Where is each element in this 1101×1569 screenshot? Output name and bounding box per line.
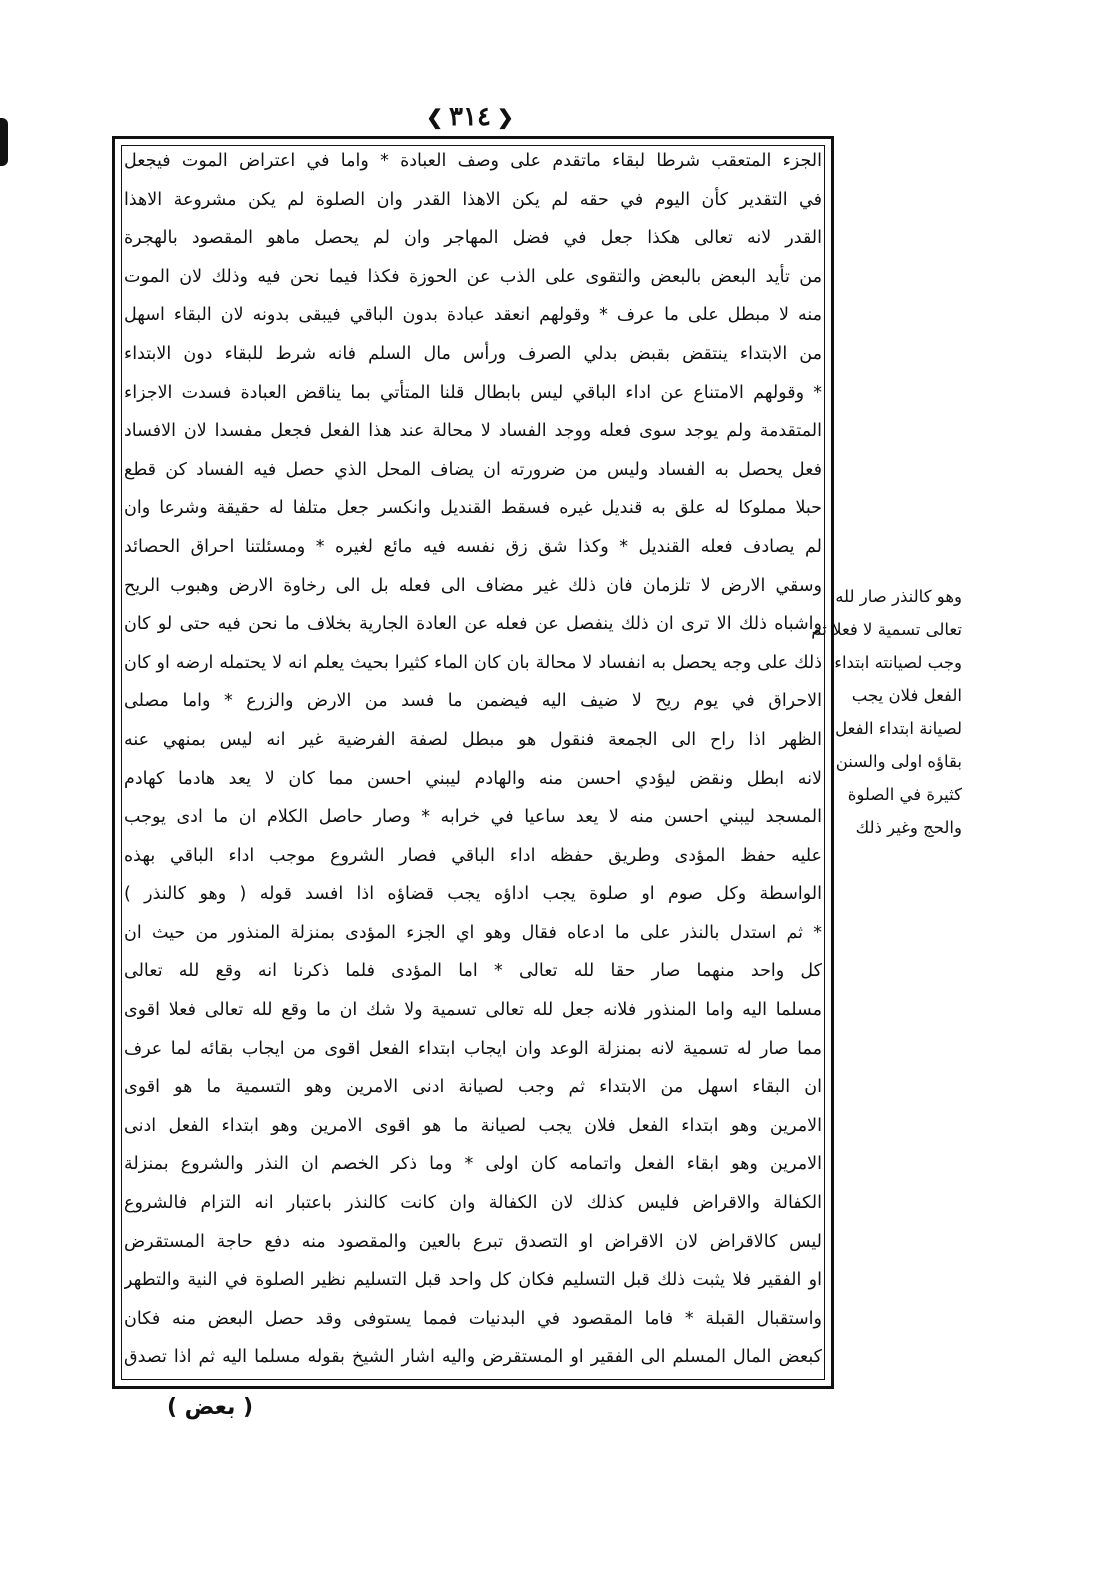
text-line: ليس كالاقراض لان الاقراض او التصدق تبرع بالعين والمقصود منه دفع حاجة المستقرض <box>124 1231 822 1252</box>
margin-note-line: والحج وغير ذلك <box>855 818 962 837</box>
margin-note-line: بقاؤه اولى والسنن <box>835 752 962 771</box>
text-line: الامرين وهو ابتداء الفعل فلان يجب لصيانة ما هو اقوى الامرين وهو ابتداء الفعل ادنى <box>124 1115 822 1136</box>
page-header <box>415 100 525 134</box>
catchword: ( بعض ) <box>166 1395 254 1420</box>
page-edge-mark <box>0 118 8 166</box>
text-line: القدر لانه تعالى هكذا جعل في فضل المهاجر وان لم يحصل ماهو المقصود بالهجرة <box>124 228 822 249</box>
text-line: ذلك على وجه يحصل به انفساد لا محالة بان كان الماء كثيرا بحيث يعلم انه لا يحتمله ارضه او كان <box>124 652 822 673</box>
text-line: حبلا مملوكا له علق به قنديل غيره فسقط القنديل وانكسر جعل متلفا له حقيقة وشرعا وان <box>124 498 822 519</box>
text-line: لانه ابطل ونقض ليؤدي احسن منه والهادم ليبني احسن مما كان لا يعد هادما كهادم <box>124 768 822 789</box>
text-line: الاحراق في يوم ريح لا ضيف اليه فيضمن ما فسد من الارض والزرع * واما مصلى <box>124 691 822 712</box>
margin-note-line: كثيرة في الصلوة <box>847 785 962 804</box>
text-line: المسجد ليبني احسن منه لا يعد ساعيا في خرابه * وصار حاصل الكلام ان ما ادى يوجب <box>124 807 822 828</box>
text-line: الكفالة والاقراض فليس كذلك لان الكفالة وان كانت كالنذر باعتبار انه التزام فالشروع <box>124 1193 822 1214</box>
text-line: واشباه ذلك الا ترى ان ذلك ينفصل عن فعله عن العادة الجارية بخلاف ما نحن فيه حتى لو كان <box>124 614 822 635</box>
text-line: لم يصادف فعله القنديل * وكذا شق زق نفسه فيه مائع لغيره * ومسئلتنا احراق الحصائد <box>124 536 822 557</box>
text-line: واستقبال القبلة * فاما المقصود في البدنيات فمما يستوفى وقد حصل البعض منه فكان <box>124 1308 822 1329</box>
text-line: من الابتداء ينتقض بقبض بدلي الصرف ورأس مال السلم فانه شرط للبقاء دون الابتداء <box>124 343 822 364</box>
main-text-block <box>124 142 822 1380</box>
text-line: عليه حفظ المؤدى وطريق حفظه اداء الباقي فصار الشروع موجب اداء الباقي بهذه <box>124 845 822 866</box>
header-ornament-left-icon: ❮ <box>426 105 444 129</box>
margin-note-line: لصيانة ابتداء الفعل <box>835 719 962 738</box>
header-ornament-right-icon: ❯ <box>496 105 514 129</box>
margin-note-line: وجب لصيانته ابتداء <box>834 653 962 672</box>
margin-note <box>812 580 962 900</box>
margin-note-line: الفعل فلان يجب <box>851 686 962 705</box>
text-line: مما صار له تسمية لانه بمنزلة الوعد وان ايجاب ابتداء الفعل اقوى من ايجاب بقائه لما عرف <box>124 1038 822 1059</box>
text-line: فعل يحصل به الفساد وليس من ضرورته ان يضاف المحل الذي حصل فيه الفساد كن قطع <box>124 459 822 480</box>
text-line: * وقولهم الامتناع عن اداء الباقي ليس بابطال قلنا المتأتي بما يناقض العبادة فسدت الاجزاء <box>124 382 822 403</box>
text-line: كبعض المال المسلم الى الفقير او المستقرض واليه اشار الشيخ بقوله مسلما اليه ثم اذا تصدق <box>124 1347 822 1368</box>
text-line: وسقي الارض لا تلزمان فان ذلك غير مضاف الى فعله بل الى رخاوة الارض وهبوب الريح <box>124 575 822 596</box>
margin-note-line: وهو كالنذر صار لله <box>835 587 962 606</box>
text-line: منه لا مبطل على ما عرف * وقولهم انعقد عبادة بدون الباقي فيبقى بدونه لان البقاء اسهل <box>124 305 822 326</box>
text-line: * ثم استدل بالنذر على ما ادعاه فقال وهو اي الجزء المؤدى بمنزلة المنذور من حيث ان <box>124 922 822 943</box>
text-line: الامرين وهو ابقاء الفعل واتمامه كان اولى * وما ذكر الخصم ان النذر والشروع بمنزلة <box>124 1154 822 1175</box>
text-line: ان البقاء اسهل من الابتداء ثم وجب لصيانة ادنى الامرين وهو التسمية ما هو اقوى <box>124 1077 822 1098</box>
text-line: في التقدير كأن اليوم في حقه لم يكن الاهذا القدر وان الصلوة لم يكن مشروعة الاهذا <box>124 189 822 210</box>
page-number: ٣١٤ <box>449 102 491 132</box>
text-line: الواسطة وكل صوم او صلوة يجب اداؤه يجب قضاؤه اذا افسد قوله ( وهو كالنذر ) <box>124 884 822 905</box>
text-line: المتقدمة ولم يوجد سوى فعله ووجد الفساد لا محالة عند هذا الفعل فجعل مفسدا لان الافساد <box>124 421 822 442</box>
margin-note-line: تعالى تسمية لا فعلا ثم <box>811 620 962 639</box>
text-line: كل واحد منهما صار حقا لله تعالى * اما المؤدى فلما ذكرنا انه وقع لله تعالى <box>124 961 822 982</box>
text-line: مسلما اليه واما المنذور فلانه جعل لله تعالى تسمية ولا شك ان ما وقع لله تعالى فعلا اقوى <box>124 1000 822 1021</box>
text-line: من تأيد البعض بالبعض والتقوى على الذب عن الحوزة فكذا فيما نحن فيه وذلك لان الموت <box>124 266 822 287</box>
text-line: الجزء المتعقب شرطا لبقاء ماتقدم على وصف العبادة * واما في اعتراض الموت فيجعل <box>124 151 822 171</box>
text-line: او الفقير فلا يثبت ذلك قبل التسليم فكان كل واحد قبل التسليم نظير الصلوة في النية والتطهر <box>124 1270 822 1291</box>
text-line: الظهر اذا راح الى الجمعة فنقول هو مبطل لصفة الفرضية غير انه ليس بمنهي عنه <box>124 729 822 750</box>
